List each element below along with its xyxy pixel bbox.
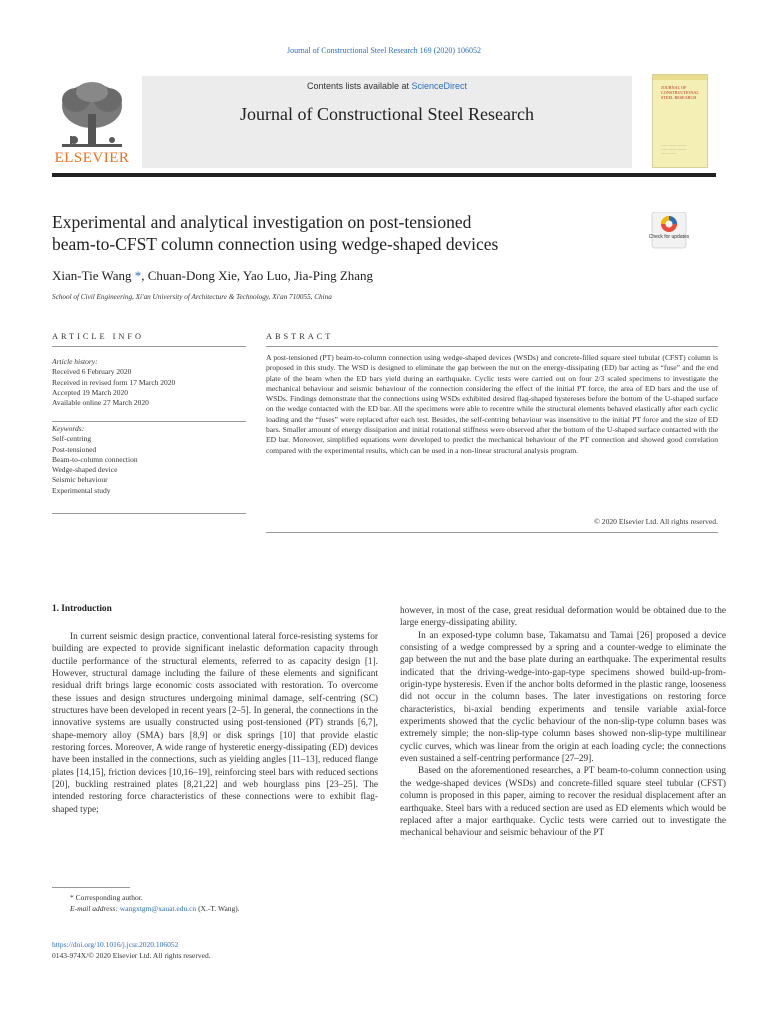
- header-rule: [52, 173, 716, 177]
- body-column-right: [400, 605, 726, 840]
- body-paragraph: Based on the aforementioned researches, a PT beam-to-column connection using the wedge-shaped devices (WSDs) and concrete-filled square steel tubular (CFST) column is proposed in this paper, aiming to recover the residual displacement after an earthquake. Steel bars with a reduced section are used as ED elements which would be replaced after a major earthquake. Cyclic tests were carried out to investigate the mechanical behaviour and seismic behaviour of the PT: [400, 766, 726, 839]
- body-paragraph: In an exposed-type column base, Takamatsu and Tamai [26] proposed a device consisting of a wedge compressed by a spring and a counter-wedge to eliminate the gap between the nut and the base plate during an earthquake. The experimental results indicated that the driving-wedge-into-gap-type specimens showed build-up-from-origin-type hysteresis. Even if the anchor bolts deformed in the plastic range, looseness did not occur in the column bases. The later investigations on restoring force characteristics, bi-axial bending experiments and tensile variable axial-force experiments showed that the cyclic behaviour of the non-slip-type column bases was extremely simple; the non-slip-type column bases showed non-slip-type multilinear cyclic curves, which was linear from the origin at each loading cycle; the connections even sustained a self-centring performance [27–29].: [400, 630, 726, 765]
- footnote-rule: [52, 887, 130, 888]
- keyword-item: Seismic behaviour: [52, 475, 108, 485]
- journal-title[interactable]: Journal of Constructional Steel Research: [240, 104, 534, 124]
- sciencedirect-link[interactable]: ScienceDirect: [411, 81, 468, 91]
- abstract-copyright: © 2020 Elsevier Ltd. All rights reserved.: [594, 517, 718, 526]
- journal-reference-text[interactable]: Journal of Constructional Steel Research 169 (2020) 106052: [287, 46, 481, 55]
- footnote-corresponding: Corresponding author.: [75, 893, 143, 902]
- abstract-bottom-divider: [266, 532, 718, 533]
- article-info-divider: [52, 346, 246, 347]
- section-heading-introduction: 1. Introduction: [52, 604, 112, 614]
- history-item: Received in revised form 17 March 2020: [52, 377, 176, 387]
- author-list: [52, 268, 373, 284]
- article-title-line2: beam-to-CFST column connection using wedge-shaped devices: [52, 234, 499, 254]
- keyword-item: Wedge-shaped device: [52, 465, 118, 475]
- abstract-label: ABSTRACT: [266, 332, 334, 341]
- doi-link[interactable]: https://doi.org/10.1016/j.jcsr.2020.106052: [52, 940, 179, 949]
- contents-prefix: Contents lists available at: [306, 81, 412, 91]
- article-footer: [52, 940, 211, 961]
- abstract-text: A post-tensioned (PT) beam-to-column connection using wedge-shaped devices (WSDs) and concrete-filled square steel tubular (CFST) column is proposed in this study. The WSD is designed to eliminate the gap between the nut on the energy-dissipating (ED) bar acting as “fuse” and the end plate of the beam when the ED bars yield during an earthquake. Cyclic tests were carried out on four 2/3 scaled specimens to investigate the mechanical behaviour and seismic behaviour of the connection considering the effect of the initial PT force, the area of ED bars and the use of WSDs. Findings demonstrate that the connections using WSDs exhibited desired flag-shaped hystereses before the bottom of the U-shaped surface on the wedge contacted with the ED bar. All the specimens were able to recentre while the structural elements behaved elastically after each cyclic loading and the “fuses” were replaced after each test. Besides, the self-centring behaviour was insensitive to the initial PT force and the size of ED bars. Smaller amount of energy dissipation and initial rotational stiffness were observed after the bottom of the U-shaped surface contacted with the ED bar. Moreover, simplified equations were developed to predict the mechanical behaviour of the PT connection and showed good correlation compared with the experimental results, which can be used in a non-linear structural analysis program.: [266, 353, 718, 455]
- contents-line: [142, 81, 632, 91]
- author-primary[interactable]: Xian-Tie Wang: [52, 268, 132, 283]
- author-others: , Chuan-Dong Xie, Yao Luo, Jia-Ping Zhang: [141, 268, 374, 283]
- history-item: Accepted 19 March 2020: [52, 387, 129, 397]
- keywords-list: [52, 424, 246, 496]
- abstract-divider: [266, 346, 718, 347]
- author-affiliation: School of Civil Engineering, Xi'an University of Architecture & Technology, Xi'an 710055, China: [52, 293, 332, 301]
- history-item: Available online 27 March 2020: [52, 398, 149, 408]
- cover-title: JOURNAL OF CONSTRUCTIONAL STEEL RESEARCH: [661, 85, 699, 100]
- author-email-link[interactable]: wangxtgm@xauat.edu.cn: [119, 903, 197, 913]
- email-label: E-mail address:: [70, 903, 120, 913]
- history-label: Article history:: [52, 357, 98, 366]
- history-item: Received 6 February 2020: [52, 367, 132, 377]
- journal-reference-link[interactable]: [0, 46, 768, 55]
- footnote: [52, 893, 378, 914]
- article-title: [52, 211, 612, 255]
- cover-footer-lines: —— ——— ——— —— ——— ——— —— ———: [661, 143, 687, 155]
- email-suffix: (X.-T. Wang).: [196, 903, 240, 913]
- history-divider: [52, 421, 246, 422]
- article-info-label: ARTICLE INFO: [52, 332, 144, 341]
- keyword-item: Experimental study: [52, 485, 111, 495]
- footnote-mark: *: [70, 893, 74, 902]
- check-for-updates-icon[interactable]: [648, 212, 690, 250]
- cover-top-bar: [653, 75, 707, 80]
- publisher-wordmark: ELSEVIER: [54, 150, 130, 166]
- article-history: [52, 357, 246, 408]
- check-for-updates-label[interactable]: Check for updates: [648, 234, 690, 240]
- journal-cover-thumbnail[interactable]: [652, 74, 708, 168]
- keyword-item: Beam-to-column connection: [52, 454, 138, 464]
- body-paragraph: In current seismic design practice, conventional lateral force-resisting systems for building are expected to provide significant inelastic deformation capacity through ductile performance of the structural elements, referred to as capacity design [1]. However, structural damage including the failure of these elements and significant residual drift brings large economic costs associated with restoration. To overcome these issues and design structures undergoing minimal damage, self-centring (SC) structures have been developed in recent years [2–5]. In general, the connections in the innovative systems are usually constructed using post-tensioned (PT) strands [6,7], shape-memory alloy (SMA) bars [8,9] or disk springs [10] that provide elastic restoring forces. Moreover, A wide range of hysteretic energy-dissipating (ED) devices have been installed in the connections, such as yielding angles [11–13], reduced flange plates [14,15], friction devices [10,16–19], reinforcing steel bars with reduced sections [20], buckling restrained plates [8,21,22] and web hourglass pins [23–25]. The intended restoring force characteristics of these connections were to exhibit flag-shaped type;: [52, 632, 378, 815]
- keyword-item: Self-centring: [52, 434, 92, 444]
- corresponding-author-mark[interactable]: *: [131, 268, 142, 283]
- issn-copyright: 0143-974X/© 2020 Elsevier Ltd. All rights reserved.: [52, 950, 211, 960]
- body-paragraph: however, in most of the case, great residual deformation would be obtained due to the large energy-dissipating ability.: [400, 606, 726, 629]
- keyword-item: Post-tensioned: [52, 444, 97, 454]
- article-title-line1: Experimental and analytical investigation on post-tensioned: [52, 212, 472, 232]
- keywords-divider: [52, 513, 246, 514]
- body-column-left: [52, 631, 378, 816]
- keywords-label: Keywords:: [52, 424, 85, 433]
